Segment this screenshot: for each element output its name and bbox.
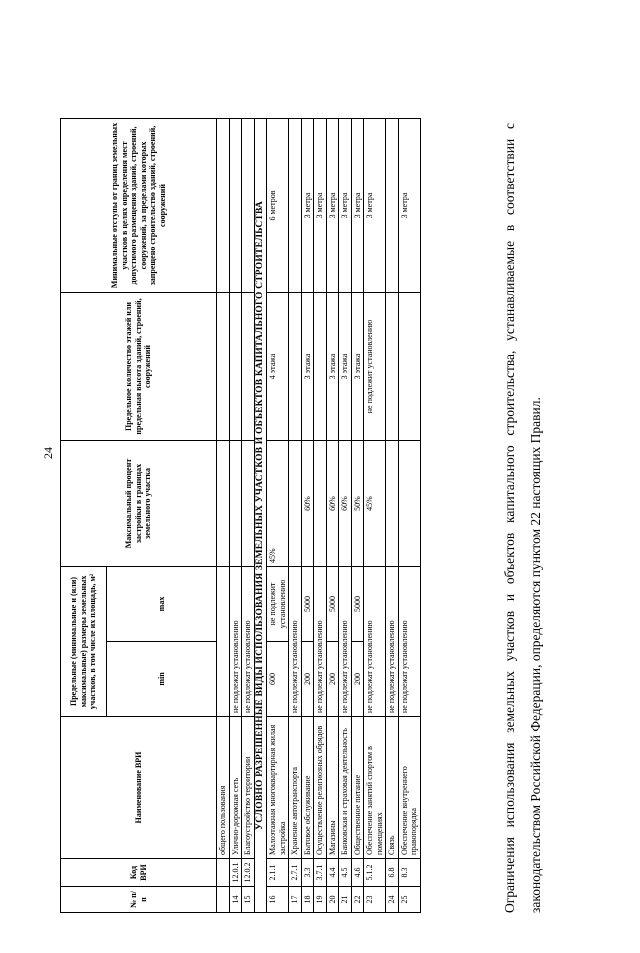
cell-percent <box>229 441 242 567</box>
cell-name: общего пользования <box>217 717 230 859</box>
cell-code: 12.0.1 <box>229 859 242 887</box>
cell-code: 2.7.1 <box>289 859 302 887</box>
cell-setback: 3 метра <box>301 119 314 293</box>
cell-code: 3.7.1 <box>314 859 327 887</box>
cell-num: 23 <box>364 887 386 913</box>
table-row <box>314 119 327 913</box>
header-code: Код ВРИ <box>61 859 217 887</box>
cell-num: 22 <box>351 887 364 913</box>
cell-setback <box>242 119 255 293</box>
header-percent: Максимальный процент застройки в границах земельного участка <box>61 441 217 567</box>
cell-name: Магазины <box>326 717 339 859</box>
table-row <box>351 119 364 913</box>
cell-code: 8.3 <box>398 859 420 887</box>
cell-percent <box>217 441 230 567</box>
cell-num: 20 <box>326 887 339 913</box>
cell-floors <box>217 293 230 441</box>
cell-floors <box>386 293 399 441</box>
cell-floors <box>229 293 242 441</box>
cell-num: 25 <box>398 887 420 913</box>
header-num: № п/п <box>61 887 217 913</box>
cell-name: Улично-дорожная сеть <box>229 717 242 859</box>
cell-percent: 50% <box>351 441 364 567</box>
cell-floors <box>242 293 255 441</box>
cell-max: не подлежит установлению <box>267 567 289 642</box>
cell-size: не подлежат установлению <box>398 567 420 717</box>
cell-setback: 6 метров <box>267 119 289 293</box>
cell-percent <box>386 441 399 567</box>
cell-max: 5000 <box>351 567 364 642</box>
cell-num: 16 <box>267 887 289 913</box>
cell-name: Общественное питание <box>351 717 364 859</box>
cell-num: 15 <box>242 887 255 913</box>
cell-size: не подлежат установлению <box>314 567 327 717</box>
restrictions-note: Ограничения использования земельных участков и объектов капитального строительства, устанавливаемые в соответствии с законодательством Российской Федерации, определяются пунктом 22 настоящих Правил. <box>502 123 543 913</box>
cell-size: не подлежат установлению <box>364 567 386 717</box>
cell-name: Осуществление религиозных обрядов <box>314 717 327 859</box>
cell-max: 5000 <box>301 567 314 642</box>
cell-num: 21 <box>339 887 352 913</box>
cell-percent <box>289 441 302 567</box>
cell-setback: 3 метра <box>398 119 420 293</box>
table-row <box>267 119 289 913</box>
cell-percent <box>314 441 327 567</box>
cell-min: 600 <box>267 642 289 717</box>
cell-size: не подлежат установлению <box>229 567 242 717</box>
cell-percent: 60% <box>339 441 352 567</box>
table-row <box>326 119 339 913</box>
cell-name: Бытовое обслуживание <box>301 717 314 859</box>
cell-name: Малоэтажная многоквартирная жилая застройка <box>267 717 289 859</box>
cell-floors <box>289 293 302 441</box>
cell-name: Банковская и страховая деятельность <box>339 717 352 859</box>
cell-setback: 3 метра <box>351 119 364 293</box>
cell-floors <box>314 293 327 441</box>
cell-num <box>217 887 230 913</box>
cell-setback: 3 метра <box>364 119 386 293</box>
cell-code: 4.4 <box>326 859 339 887</box>
cell-percent: 60% <box>326 441 339 567</box>
cell-size: не подлежат установлению <box>289 567 302 717</box>
cell-min: 200 <box>351 642 364 717</box>
cell-percent: 45% <box>364 441 386 567</box>
cell-num: 17 <box>289 887 302 913</box>
table-row <box>339 119 352 913</box>
cell-setback: 3 метра <box>339 119 352 293</box>
header-sizes: Предельные (минимальные и (или) максимальные) размеры земельных участков, в том числе их площадь, м² <box>61 567 107 717</box>
cell-floors: 3 этажа <box>326 293 339 441</box>
cell-floors: 3 этажа <box>301 293 314 441</box>
cell-code: 4.5 <box>339 859 352 887</box>
cell-setback <box>229 119 242 293</box>
table-row <box>289 119 302 913</box>
cell-size: не подлежат установлению <box>242 567 255 717</box>
table-row <box>229 119 242 913</box>
cell-size <box>217 567 230 717</box>
cell-setback: 3 метра <box>326 119 339 293</box>
cell-setback <box>386 119 399 293</box>
cell-num: 24 <box>386 887 399 913</box>
cell-num: 14 <box>229 887 242 913</box>
cell-max: 5000 <box>326 567 339 642</box>
cell-name: Благоустройство территории <box>242 717 255 859</box>
cell-name: Обеспечение занятий спортом в помещениях <box>364 717 386 859</box>
cell-size: не подлежат установлению <box>339 567 352 717</box>
cell-percent <box>398 441 420 567</box>
cell-size: не подлежат установлению <box>386 567 399 717</box>
cell-name: Хранение автотранспорта <box>289 717 302 859</box>
section-title: УСЛОВНО РАЗРЕШЕННЫЕ ВИДЫ ИСПОЛЬЗОВАНИЯ ЗЕМЕЛЬНЫХ УЧАСТКОВ И ОБЪЕКТОВ КАПИТАЛЬНОГО СТРОИТЕЛЬСТВА <box>254 119 267 913</box>
table-row <box>398 119 420 913</box>
cell-floors <box>398 293 420 441</box>
cell-setback <box>217 119 230 293</box>
cell-code: 5.1.2 <box>364 859 386 887</box>
table-row <box>242 119 255 913</box>
cell-name: Обеспечение внутреннего правопорядка <box>398 717 420 859</box>
section-row <box>254 119 267 913</box>
cell-setback <box>289 119 302 293</box>
cell-floors: 3 этажа <box>351 293 364 441</box>
cell-code: 12.0.2 <box>242 859 255 887</box>
page-number: 24 <box>41 447 55 459</box>
cell-num: 19 <box>314 887 327 913</box>
rotated-page-content <box>60 113 575 953</box>
cell-name: Связь <box>386 717 399 859</box>
cell-floors: 4 этажа <box>267 293 289 441</box>
cell-code <box>217 859 230 887</box>
cell-code: 4.6 <box>351 859 364 887</box>
table-row <box>217 119 230 913</box>
zoning-table <box>60 118 421 913</box>
table-row <box>386 119 399 913</box>
cell-code: 3.3 <box>301 859 314 887</box>
cell-floors: не подлежит установлению <box>364 293 386 441</box>
cell-code: 2.1.1 <box>267 859 289 887</box>
header-name: Наименование ВРИ <box>61 717 217 859</box>
header-setback: Минимальные отступы от границ земельных участков в целях определения мест допустимого размещения зданий, строений, сооружений, за пределами которых запрещено строительство зданий, строений, сооружений <box>61 119 217 293</box>
table-row <box>364 119 386 913</box>
cell-code: 6.8 <box>386 859 399 887</box>
cell-setback: 3 метра <box>314 119 327 293</box>
table-row <box>301 119 314 913</box>
cell-floors: 3 этажа <box>339 293 352 441</box>
header-min: min <box>107 642 217 717</box>
cell-min: 200 <box>326 642 339 717</box>
cell-percent <box>242 441 255 567</box>
cell-percent: 45% <box>267 441 289 567</box>
cell-num: 18 <box>301 887 314 913</box>
header-floors: Предельное количество этажей или предельная высота зданий, строений, сооружений <box>61 293 217 441</box>
cell-percent: 60% <box>301 441 314 567</box>
header-max: max <box>107 567 217 642</box>
cell-min: 200 <box>301 642 314 717</box>
